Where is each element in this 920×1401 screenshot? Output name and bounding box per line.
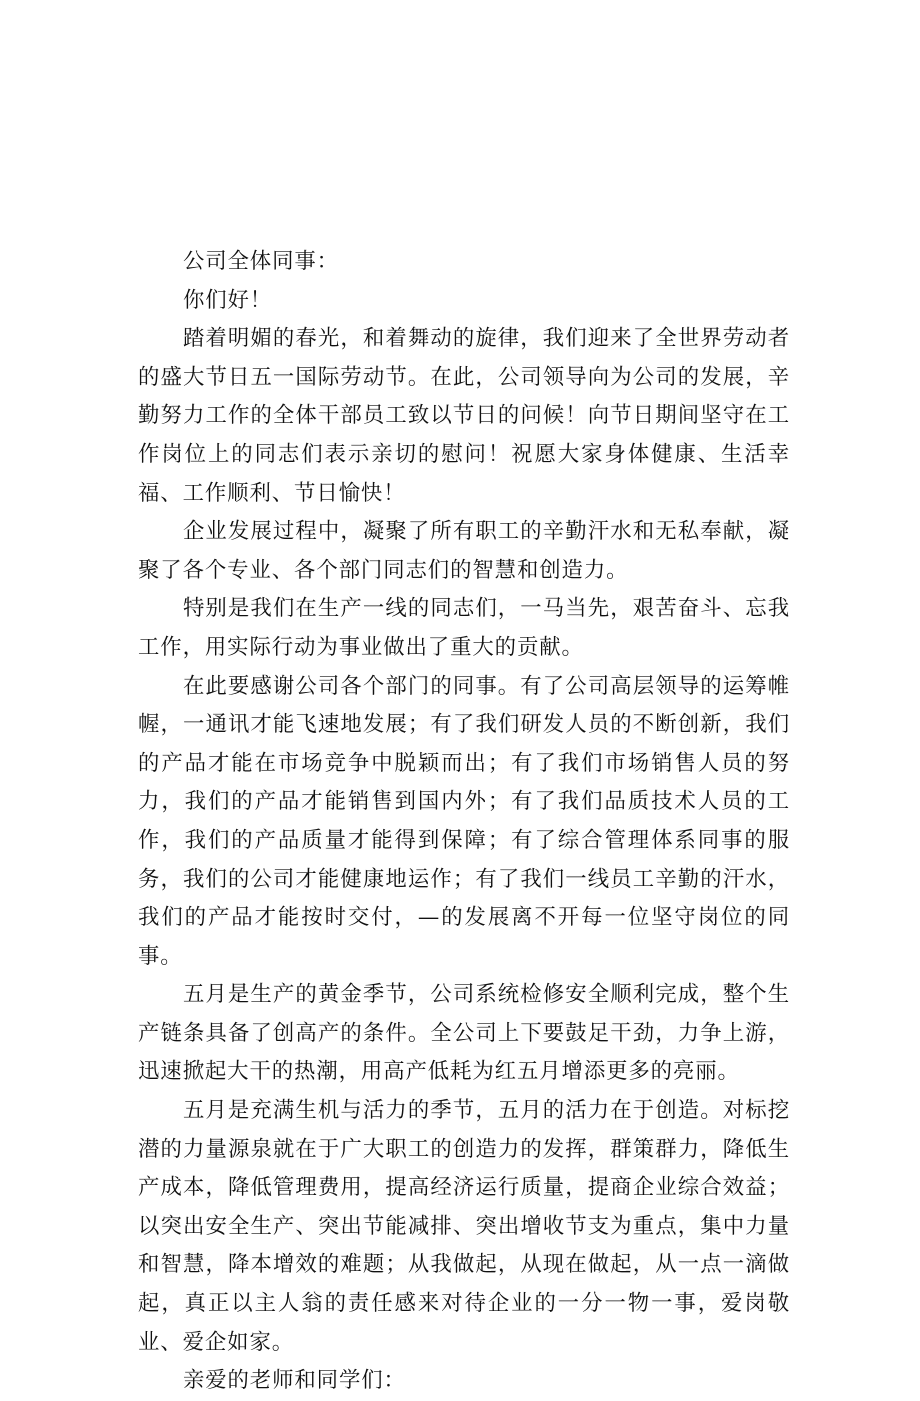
paragraph-holiday-wishes: 踏着明媚的春光，和着舞动的旋律，我们迎来了全世界劳动者的盛大节日五一国际劳动节。在此，公司领导向为公司的发展，辛勤努力工作的全体干部员工致以节日的问候！向节日期间坚守在工作岗位上的同志们表示亲切的慰问！祝愿大家身体健康、生活幸福、工作顺利、节日愉快！ (138, 326, 790, 506)
paragraph-may-production: 五月是生产的黄金季节，公司系统检修安全顺利完成，整个生产链条具备了创高产的条件。全公司上下要鼓足干劲，力争上游，迅速掀起大干的热潮，用高产低耗为红五月增添更多的亮丽。 (138, 982, 790, 1085)
paragraph-may-vitality: 五月是充满生机与活力的季节，五月的活力在于创造。对标挖潜的力量源泉就在于广大职工的创造力的发挥，群策群力，降低生产成本，降低管理费用，提高经济运行质量，提商企业综合效益；以突出安全生产、突出节能减排、突出增收节支为重点，集中力量和智慧，降本增效的难题；从我做起，从现在做起，从一点一滴做起，真正以主人翁的责任感来对待企业的一分一物一事，爱岗敬业、爱企如家。 (138, 1098, 790, 1355)
paragraph-frontline-staff: 特别是我们在生产一线的同志们，一马当先，艰苦奋斗、忘我工作，用实际行动为事业做出了重大的贡献。 (138, 596, 790, 660)
salutation: 公司全体同事： (182, 249, 339, 274)
document-body (138, 243, 790, 1401)
paragraph-enterprise-development: 企业发展过程中，凝聚了所有职工的辛勤汗水和无私奉献，凝聚了各个专业、各个部门同志们的智慧和创造力。 (138, 519, 790, 583)
greeting: 你们好！ (182, 287, 273, 313)
closing-salutation: 亲爱的老师和同学们： (182, 1368, 406, 1394)
paragraph-thanks-departments: 在此要感谢公司各个部门的同事。有了公司高层领导的运筹帷幄，一通讯才能飞速地发展；有了我们研发人员的不断创新，我们的产品才能在市场竞争中脱颖而出；有了我们市场销售人员的努力，我们的产品才能销售到国内外；有了我们品质技术人员的工作，我们的产品质量才能得到保障；有了综合管理体系同事的服务，我们的公司才能健康地运作；有了我们一线员工辛勤的汗水，我们的产品才能按时交付，—的发展离不开每一位坚守岗位的同事。 (138, 673, 790, 969)
